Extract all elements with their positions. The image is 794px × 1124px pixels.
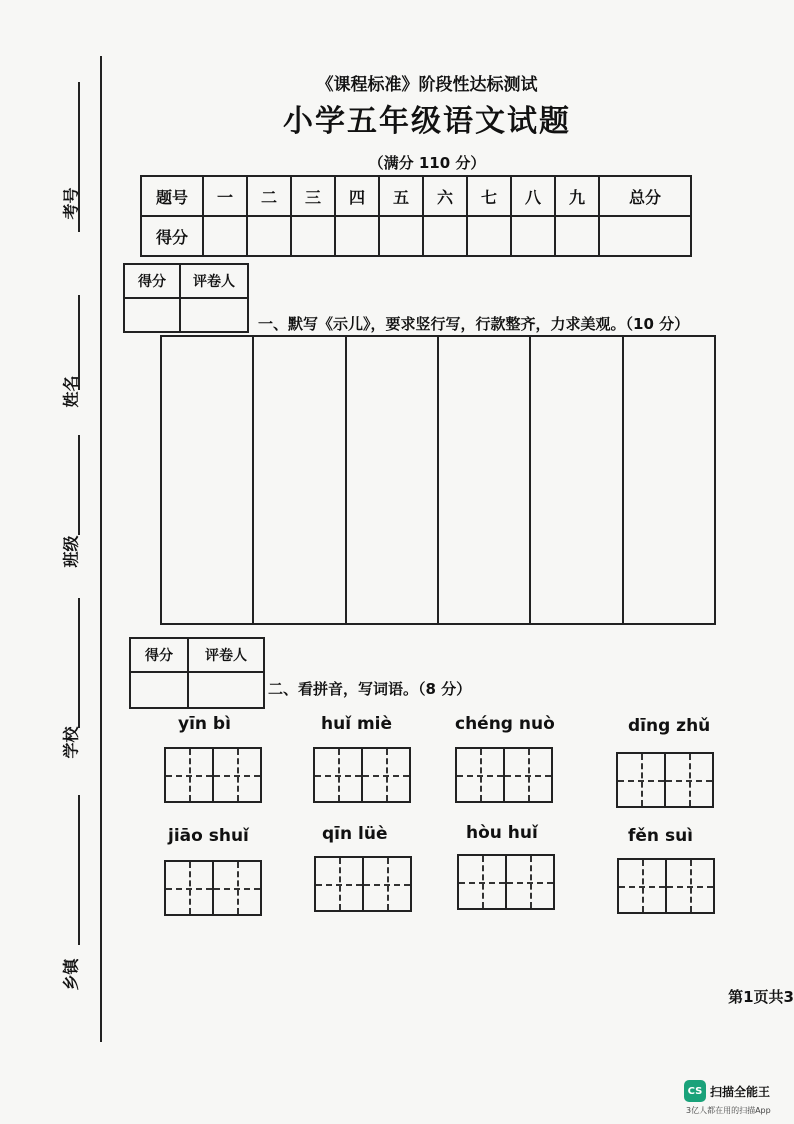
grader-box-2 [129,637,265,709]
scanner-watermark [684,1080,770,1102]
grader-name-label: 评卷人 [188,638,264,672]
score-table-col: 七 [467,176,511,216]
score-cell[interactable] [247,216,291,256]
section-2-title: 二、看拼音，写词语。（8 分） [268,680,472,698]
pinyin-label: qīn lüè [322,824,388,844]
pinyin-label: hòu huǐ [466,823,538,843]
score-cell[interactable] [291,216,335,256]
side-label: 学校 [61,726,81,759]
character-grid[interactable] [455,747,551,803]
watermark-app-name: 扫描全能王 [710,1084,771,1099]
exam-title: 小学五年级语文试题 [283,104,571,139]
side-field-class [52,435,92,568]
character-cell[interactable] [212,747,262,803]
grader-score-cell[interactable] [124,298,180,332]
pinyin-label: jiāo shuǐ [168,826,249,846]
character-grid[interactable] [314,856,410,912]
grader-name-cell[interactable] [180,298,248,332]
character-grid[interactable] [617,858,713,914]
writing-column[interactable] [531,337,623,623]
score-table-row-label: 题号 [141,176,203,216]
score-cell[interactable] [335,216,379,256]
character-cell[interactable] [455,747,505,803]
character-cell[interactable] [457,854,507,910]
exam-subtitle: 《课程标准》阶段性达标测试 [316,75,538,95]
character-cell[interactable] [616,752,666,808]
score-table-col: 八 [511,176,555,216]
score-table [140,175,692,257]
character-cell[interactable] [617,858,667,914]
score-table-col: 四 [335,176,379,216]
side-label: 姓名 [61,375,81,408]
grader-score-cell[interactable] [130,672,188,708]
character-grid[interactable] [313,747,409,803]
section-1-title: 一、默写《示儿》，要求竖行写，行款整齐，力求美观。（10 分） [258,315,690,333]
side-label: 班级 [61,535,81,568]
score-cell[interactable] [467,216,511,256]
writing-column[interactable] [254,337,346,623]
score-table-col: 一 [203,176,247,216]
character-cell[interactable] [665,858,715,914]
page-number: 第1页共3 [728,988,794,1006]
binding-line [100,56,102,1042]
side-underline[interactable] [78,598,80,728]
grader-name-label: 评卷人 [180,264,248,298]
score-cell[interactable] [203,216,247,256]
score-cell[interactable] [511,216,555,256]
grader-score-label: 得分 [124,264,180,298]
writing-column[interactable] [162,337,254,623]
character-grid[interactable] [616,752,712,808]
score-table-col: 三 [291,176,335,216]
side-field-name [52,295,92,408]
pinyin-label: dīng zhǔ [628,716,711,736]
side-label: 考号 [61,187,81,220]
side-underline[interactable] [78,435,80,535]
writing-column[interactable] [624,337,714,623]
score-cell[interactable] [423,216,467,256]
score-table-col: 二 [247,176,291,216]
writing-column[interactable] [439,337,531,623]
score-table-col: 九 [555,176,599,216]
score-cell[interactable] [555,216,599,256]
score-table-col: 五 [379,176,423,216]
side-underline[interactable] [78,795,80,945]
grader-box-1 [123,263,249,333]
side-field-township [52,795,92,995]
score-table-col-total: 总分 [599,176,691,216]
character-cell[interactable] [664,752,714,808]
score-cell-total[interactable] [599,216,691,256]
pinyin-label: chéng nuò [455,714,555,734]
full-score: （满分 110 分） [368,154,486,172]
pinyin-label: yīn bì [178,714,231,734]
side-field-school [52,598,92,758]
character-cell[interactable] [164,747,214,803]
character-cell[interactable] [503,747,553,803]
score-cell[interactable] [379,216,423,256]
side-label: 乡镇 [61,958,81,991]
poem-writing-area[interactable] [160,335,716,625]
pinyin-label: fěn suì [628,826,693,846]
character-cell[interactable] [313,747,363,803]
score-table-score-row [141,216,691,256]
character-grid[interactable] [164,860,260,916]
camscanner-logo-icon: CS [684,1080,706,1102]
grader-score-label: 得分 [130,638,188,672]
watermark-tagline: 3亿人都在用的扫描App [686,1106,771,1115]
grader-name-cell[interactable] [188,672,264,708]
character-cell[interactable] [164,860,214,916]
character-cell[interactable] [212,860,262,916]
character-cell[interactable] [314,856,364,912]
score-table-header-row [141,176,691,216]
score-table-row-label: 得分 [141,216,203,256]
character-grid[interactable] [164,747,260,803]
character-cell[interactable] [505,854,555,910]
character-grid[interactable] [457,854,553,910]
writing-column[interactable] [347,337,439,623]
character-cell[interactable] [362,856,412,912]
score-table-col: 六 [423,176,467,216]
pinyin-label: huǐ miè [321,714,393,734]
character-cell[interactable] [361,747,411,803]
